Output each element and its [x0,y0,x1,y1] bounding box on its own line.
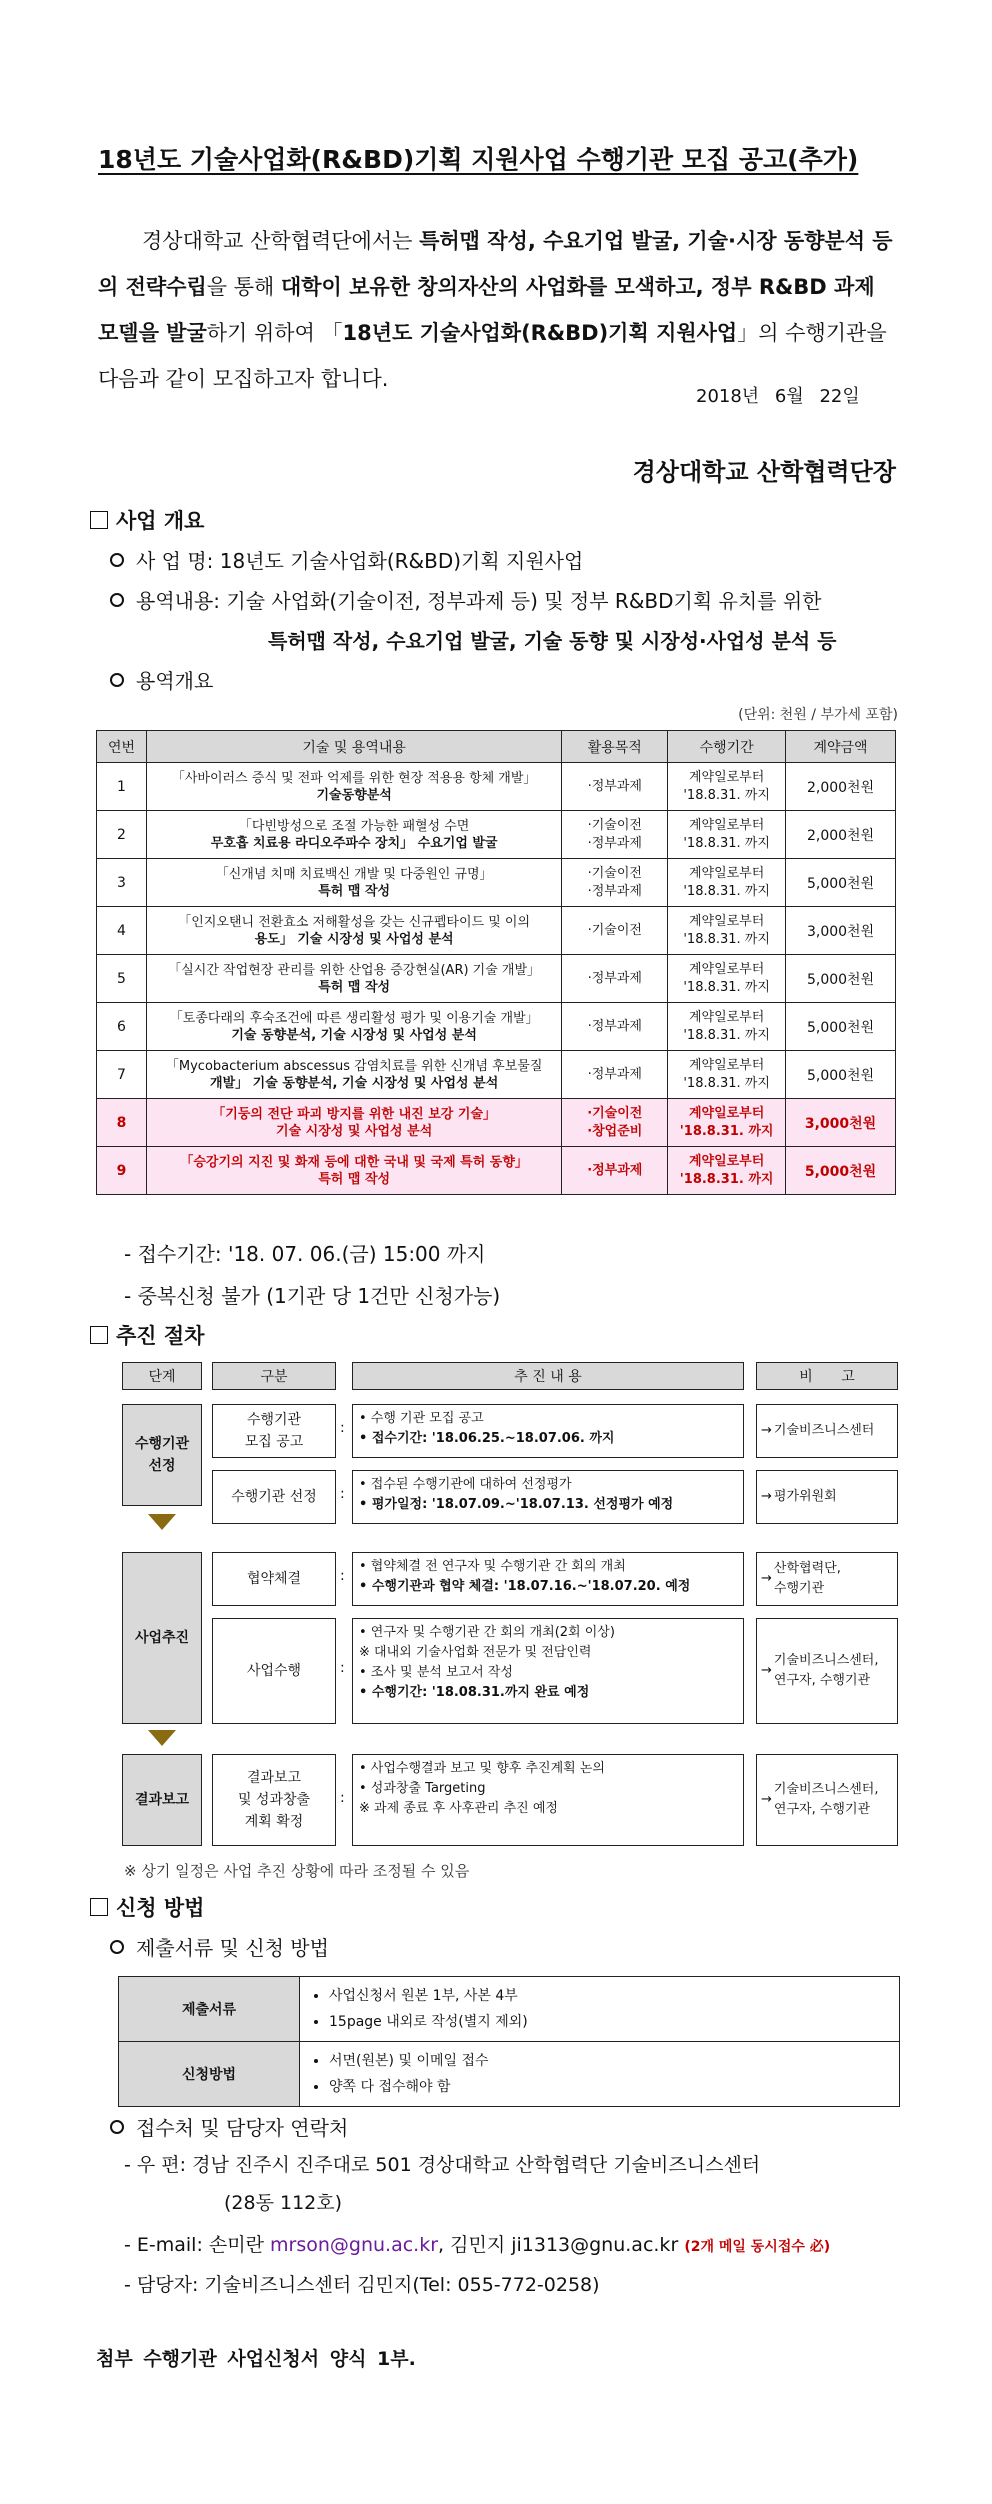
contact-title [110,2112,348,2141]
row-period [668,1099,786,1147]
row-period [668,811,786,859]
flow-content-2-line-2: • 평가일정: '18.07.09.~'18.07.13. 선정평가 예정 [359,1497,674,1512]
flow-gubun-1: 수행기관 모집 공고 [212,1404,336,1458]
section-apply-label: 신청 방법 [116,1896,205,1920]
header-purpose: 활용목적 [562,731,668,763]
flow-content-2 [352,1470,744,1524]
flow-note-1 [756,1404,898,1458]
email-link-1[interactable]: mrson@gnu.ac.kr [270,2234,439,2256]
row-purpose: ·정부과제 [562,763,668,811]
flow-colon: : [340,1790,345,1806]
flow-content-5-line-2: • 성과창출 Targeting [359,1781,486,1796]
row-purpose: ·기술이전 [562,907,668,955]
flow-header-content: 추 진 내 용 [352,1362,744,1390]
row-content-line-2: 무호흡 치료용 라디오주파수 장치」 수요기업 발굴 [210,835,498,851]
apply-method-cell [300,2042,900,2107]
row-period-line-2: '18.8.31. 까지 [683,979,770,995]
row-purpose: ·기술이전 ·창업준비 [562,1099,668,1147]
flow-gubun-5: 결과보고 및 성과창출 계획 확정 [212,1754,336,1846]
row-purpose: ·정부과제 [562,1051,668,1099]
row-content-line-2: 개발」 기술 동향분석, 기술 시장성 및 사업성 분석 [210,1075,499,1091]
row-no: 5 [97,955,147,1003]
row-purpose: ·정부과제 [562,1003,668,1051]
apply-docs-item: • 사업신청서 원본 1부, 사본 4부 [329,1983,898,2009]
flow-stage-report: 결과보고 [122,1754,202,1846]
flow-note-5-text: 기술비즈니스센터, 연구자, 수행기관 [773,1782,879,1817]
flow-content-4-line-1: • 연구자 및 수행기관 간 회의 개최(2회 이상) [359,1625,615,1640]
row-amount: 5,000천원 [786,1051,896,1099]
flow-content-4 [352,1618,744,1724]
row-no: 2 [97,811,147,859]
circle-bullet-icon [110,2120,124,2134]
apply-docs-item: • 15page 내외로 작성(별지 제외) [329,2009,898,2035]
circle-bullet-icon [110,593,124,607]
intro-text-4: 」의 수행기관을 다음과 같이 모집하고자 합니다. [98,321,887,391]
circle-bullet-icon [110,1940,124,1954]
apply-docs-title [110,1932,329,1961]
apply-method-item: • 양쪽 다 접수해야 함 [329,2074,898,2100]
service-table-row [97,907,896,955]
flow-content-4-line-2: ※ 대내외 기술사업화 전문가 및 전담인력 [359,1645,592,1660]
service-table-header [97,731,896,763]
issuing-org: 경상대학교 산학협력단장 [632,458,896,486]
row-period [668,955,786,1003]
row-content-line-2: 기술 동향분석, 기술 시장성 및 사업성 분석 [231,1027,477,1043]
flow-content-1-line-2: • 접수기간: '18.06.25.~18.07.06. 까지 [359,1431,615,1446]
row-period-line-1: 계약일로부터 [688,769,765,785]
checkbox-square-icon [90,1898,108,1916]
flow-gubun-2: 수행기관 선정 [212,1470,336,1524]
flow-colon: : [340,1660,345,1676]
row-period-line-2: '18.8.31. 까지 [683,835,770,851]
service-table-row [97,1003,896,1051]
row-content [146,907,561,955]
flow-colon: : [340,1420,345,1436]
overview-project-name [110,545,583,574]
row-content [146,811,561,859]
intro-text-1: 경상대학교 산학협력단에서는 [142,229,420,253]
table-unit-note: (단위: 천원 / 부가세 포함) [738,707,898,723]
flow-note-4 [756,1618,898,1724]
row-period [668,1147,786,1195]
flow-note-1-text: 기술비즈니스센터 [773,1423,875,1438]
flow-gubun-4: 사업수행 [212,1618,336,1724]
row-content-line-1: 「Mycobacterium abscessus 감염치료를 위한 신개념 후보물질 [165,1058,543,1074]
intro-text-2: 을 통해 [206,275,281,299]
row-content-line-2: 용도」 기술 시장성 및 사업성 분석 [254,931,454,947]
flow-note-3-text: 산학협력단, 수행기관 [773,1561,841,1596]
flow-header-stage: 단계 [122,1362,202,1390]
overview-content-text: 용역내용: 기술 사업화(기술이전, 정부과제 등) 및 정부 R&BD기획 유치를 위한 [136,589,822,613]
row-content-line-2: 특허 맵 작성 [318,979,391,995]
row-content [146,955,561,1003]
intro-bold-2: 대학이 보유한 창의자산의 사업화를 모색하고, 정부 R&BD 과제 모델을 발굴 [98,275,875,345]
contact-manager: - 담당자: 기술비즈니스센터 김민지(Tel: 055-772-0258) [124,2274,600,2296]
apply-docs-header: 제출서류 [119,1977,300,2042]
section-procedure [90,1320,204,1350]
email-2: , 김민지 ji1313@gnu.ac.kr [438,2234,679,2256]
row-content [146,1147,561,1195]
section-overview-label: 사업 개요 [116,509,205,533]
flow-note-2 [756,1470,898,1524]
down-arrow-icon [148,1514,176,1530]
row-amount: 2,000천원 [786,763,896,811]
row-purpose: ·기술이전 ·정부과제 [562,811,668,859]
row-period-line-2: '18.8.31. 까지 [683,931,770,947]
flow-content-5-line-1: • 사업수행결과 보고 및 향후 추진계획 논의 [359,1761,605,1776]
flow-note-4-text: 기술비즈니스센터, 연구자, 수행기관 [773,1653,879,1688]
row-period-line-2: '18.8.31. 까지 [679,1171,774,1187]
row-no: 6 [97,1003,147,1051]
contact-address: - 우 편: 경남 진주시 진주대로 501 경상대학교 산학협력단 기술비즈니스센터 [124,2154,761,2176]
flow-colon: : [340,1568,345,1584]
overview-service-content [110,585,822,614]
row-no: 1 [97,763,147,811]
row-no: 4 [97,907,147,955]
row-period-line-1: 계약일로부터 [688,1105,765,1121]
row-period-line-1: 계약일로부터 [688,817,765,833]
service-table-row [97,1147,896,1195]
section-procedure-label: 추진 절차 [116,1324,205,1348]
contact-address-2: (28동 112호) [224,2192,343,2214]
row-content-line-1: 「토종다래의 후숙조건에 따른 생리활성 평가 및 이용기술 개발」 [169,1010,539,1026]
flow-stage-selection: 수행기관 선정 [122,1404,202,1506]
row-period [668,907,786,955]
right-arrow-icon: → [761,1792,772,1807]
row-content-line-1: 「승강기의 지진 및 화재 등에 대한 국내 및 국제 특허 동향」 [180,1154,528,1170]
application-deadline: - 접수기간: '18. 07. 06.(금) 15:00 까지 [124,1242,486,1266]
attachment-note: 첨부 수행기관 사업신청서 양식 1부. [96,2348,416,2370]
row-period-line-2: '18.8.31. 까지 [679,1123,774,1139]
apply-table [118,1976,900,2107]
row-amount: 3,000천원 [786,907,896,955]
service-table-row [97,955,896,1003]
right-arrow-icon: → [761,1571,772,1586]
row-content-line-2: 특허 맵 작성 [318,883,391,899]
row-amount: 3,000천원 [786,1099,896,1147]
row-period-line-1: 계약일로부터 [688,1057,765,1073]
row-no: 7 [97,1051,147,1099]
row-purpose: ·기술이전 ·정부과제 [562,859,668,907]
row-content-line-1: 「사바이러스 증식 및 전파 억제를 위한 현장 적용용 항체 개발」 [171,770,537,786]
row-period-line-1: 계약일로부터 [688,961,765,977]
row-period-line-1: 계약일로부터 [688,913,765,929]
row-period-line-2: '18.8.31. 까지 [683,1027,770,1043]
overview-summary [110,665,213,694]
header-no: 연번 [97,731,147,763]
row-period-line-2: '18.8.31. 까지 [683,1075,770,1091]
row-content [146,1051,561,1099]
flow-content-3-line-1: • 협약체결 전 연구자 및 수행기관 간 회의 개최 [359,1559,626,1574]
flow-content-2-line-1: • 접수된 수행기관에 대하여 선정평가 [359,1477,572,1492]
row-content-line-1: 「기둥의 전단 파괴 방지를 위한 내진 보강 기술」 [212,1106,497,1122]
flow-note-3 [756,1552,898,1606]
header-amount: 계약금액 [786,731,896,763]
flow-content-3-line-2: • 수행기관과 협약 체결: '18.07.16.~'18.07.20. 예정 [359,1579,691,1594]
overview-summary-text: 용역개요 [136,669,214,693]
row-period [668,763,786,811]
row-no: 9 [97,1147,147,1195]
row-amount: 5,000천원 [786,1147,896,1195]
apply-method-item: • 서면(원본) 및 이메일 접수 [329,2048,898,2074]
row-content-line-2: 특허 맵 작성 [318,1171,391,1187]
row-period-line-2: '18.8.31. 까지 [683,787,770,803]
flow-content-5 [352,1754,744,1846]
row-content-line-2: 기술 시장성 및 사업성 분석 [276,1123,433,1139]
flow-stage-execution: 사업추진 [122,1552,202,1724]
page-title: 18년도 기술사업화(R&BD)기획 지원사업 수행기관 모집 공고(추가) [98,145,859,174]
service-table-row [97,1099,896,1147]
row-period [668,1003,786,1051]
overview-name-text: 사 업 명: 18년도 기술사업화(R&BD)기획 지원사업 [136,549,584,573]
flow-header-note: 비 고 [756,1362,898,1390]
service-table-row [97,763,896,811]
row-amount: 5,000천원 [786,955,896,1003]
row-content-line-1: 「신개념 치매 치료백신 개발 및 다중원인 규명」 [215,866,493,882]
row-content-line-2: 기술동향분석 [316,787,392,803]
right-arrow-icon: → [761,1423,772,1438]
duplicate-note: - 중복신청 불가 (1기관 당 1건만 신청가능) [124,1284,501,1308]
header-period: 수행기간 [668,731,786,763]
overview-service-content-2: 특허맵 작성, 수요기업 발굴, 기술 동향 및 시장성·사업성 분석 등 [268,629,837,653]
row-period [668,1051,786,1099]
header-content: 기술 및 용역내용 [146,731,561,763]
contact-title-text: 접수처 및 담당자 연락처 [136,2116,349,2140]
row-purpose: ·정부과제 [562,955,668,1003]
flow-content-4-line-3: • 조사 및 분석 보고서 작성 [359,1665,513,1680]
row-content [146,763,561,811]
checkbox-square-icon [90,511,108,529]
flow-content-4-line-4: • 수행기간: '18.08.31.까지 완료 예정 [359,1685,590,1700]
row-no: 3 [97,859,147,907]
row-amount: 5,000천원 [786,859,896,907]
row-purpose: ·정부과제 [562,1147,668,1195]
apply-row-method [119,2042,900,2107]
intro-paragraph [98,218,898,402]
section-overview [90,505,204,535]
contact-email [124,2230,830,2257]
service-table [96,730,896,1195]
flow-gubun-3: 협약체결 [212,1552,336,1606]
email-warning: (2개 메일 동시접수 必) [684,2239,831,2255]
row-content [146,1003,561,1051]
row-period-line-1: 계약일로부터 [688,1153,765,1169]
intro-text-3: 하기 위하여 「 [206,321,343,345]
service-table-row [97,859,896,907]
circle-bullet-icon [110,553,124,567]
flow-content-1 [352,1404,744,1458]
apply-docs-cell [300,1977,900,2042]
down-arrow-icon [148,1730,176,1746]
flow-header-gubun: 구분 [212,1362,336,1390]
row-period-line-1: 계약일로부터 [688,1009,765,1025]
intro-bold-1: 특허맵 작성, 수요기업 발굴, 기술·시장 동향분석 등의 전략수립 [98,229,893,299]
circle-bullet-icon [110,673,124,687]
flow-note-2-text: 평가위원회 [773,1489,837,1504]
right-arrow-icon: → [761,1663,772,1678]
intro-bold-3: 18년도 기술사업화(R&BD)기획 지원사업 [342,321,738,345]
flow-content-1-line-1: • 수행 기관 모집 공고 [359,1411,484,1426]
section-apply [90,1892,204,1922]
flow-colon: : [340,1486,345,1502]
checkbox-square-icon [90,1326,108,1344]
service-table-row [97,1051,896,1099]
schedule-remark: ※ 상기 일정은 사업 추진 상황에 따라 조정될 수 있음 [124,1862,470,1880]
row-period-line-2: '18.8.31. 까지 [683,883,770,899]
row-amount: 2,000천원 [786,811,896,859]
row-no: 8 [97,1099,147,1147]
row-content-line-1: 「인지오탠니 전환효소 저해활성을 갖는 신규펩타이드 및 이의 [178,914,531,930]
row-amount: 5,000천원 [786,1003,896,1051]
flow-note-5 [756,1754,898,1846]
apply-docs-title-text: 제출서류 및 신청 방법 [136,1936,329,1960]
row-content [146,1099,561,1147]
apply-row-docs [119,1977,900,2042]
row-content-line-1: 「다빈방성으로 조절 가능한 패혈성 수면 [238,818,470,834]
flow-content-5-line-3: ※ 과제 종료 후 사후관리 추진 예정 [359,1801,558,1816]
service-table-row [97,811,896,859]
flow-content-3 [352,1552,744,1606]
apply-method-header: 신청방법 [119,2042,300,2107]
row-content [146,859,561,907]
row-period-line-1: 계약일로부터 [688,865,765,881]
right-arrow-icon: → [761,1489,772,1504]
row-content-line-1: 「실시간 작업현장 관리를 위한 산업용 증강현실(AR) 기술 개발」 [168,962,541,978]
email-prefix: - E-mail: 손미란 [124,2234,271,2256]
row-period [668,859,786,907]
announcement-date: 2018년 6월 22일 [696,386,860,407]
